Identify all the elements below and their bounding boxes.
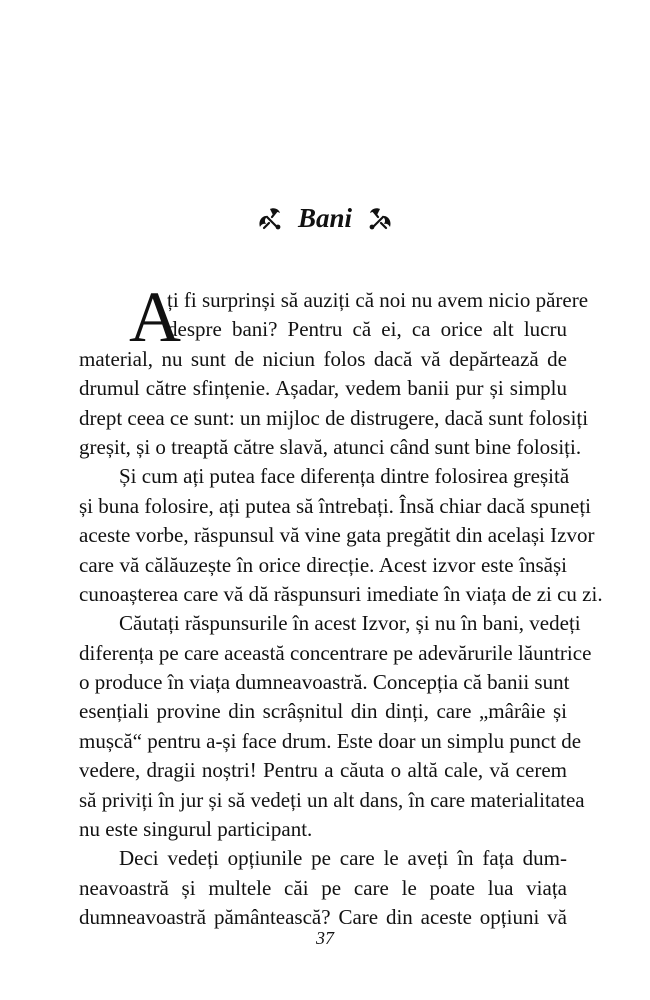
text-line: greșit, și o treaptă către slavă, atunci când sunt bine folosiți. (79, 434, 582, 459)
chapter-title (0, 200, 650, 236)
text-line: drumul către sfințenie. Așadar, vedem banii pur și simplu (79, 376, 567, 401)
text-line: aceste vorbe, răspunsul vă vine gata pregătit din același Izvor (79, 523, 595, 548)
text-line: nu este singurul participant. (79, 817, 313, 842)
text-line: să priviți în jur și să vedeți un alt dans, în care materialitatea (79, 787, 585, 812)
text-line: drept ceea ce sunt: un mijloc de distrugere, dacă sunt folosiți (79, 405, 589, 430)
text-line: esențiali provine din scrâșnitul din dinți, care „mârâie și (79, 699, 567, 724)
text-line: o produce în viața dumneavoastră. Concepția că banii sunt (79, 670, 570, 695)
text-line: despre bani? Pentru că ei, ca orice alt lucru (167, 317, 567, 342)
text-line: material, nu sunt de niciun folos dacă vă depărtează de (79, 346, 567, 371)
paragraph (79, 609, 592, 844)
text-line: diferența pe care această concentrare pe adevărurile lăuntrice (79, 640, 592, 665)
text-line: neavoastră și multele căi pe care le poate lua viața (79, 875, 567, 900)
text-line: Deci vedeți opțiunile pe care le aveți în fața dum- (119, 846, 567, 871)
paragraph (79, 844, 567, 932)
fleuron-right-icon (366, 205, 394, 231)
text-line: vedere, dragii noștri! Pentru a căuta o altă cale, vă cerem (79, 758, 567, 783)
text-line: Căutați răspunsurile în acest Izvor, și nu în bani, vedeți (119, 611, 581, 636)
text-line: cunoașterea care vă dă răspunsuri imediate în viața de zi cu zi. (79, 581, 603, 606)
paragraph (79, 462, 603, 609)
chapter-title-text: Bani (297, 203, 353, 233)
page-number: 37 (316, 928, 334, 948)
text-line: Și cum ați putea face diferența dintre folosirea greșită (119, 464, 570, 489)
text-line: dumneavoastră pământească? Care din aceste opțiuni vă (79, 905, 567, 930)
text-line: care vă călăuzește în orice direcție. Acest izvor este însăși (79, 552, 567, 577)
text-line: și buna folosire, ați putea să întrebați. Însă chiar dacă spuneți (79, 493, 591, 518)
text-line: ți fi surprinși să auziți că noi nu avem nicio părere (167, 288, 589, 312)
drop-cap: A (129, 277, 181, 357)
body-text (79, 277, 603, 933)
text-line: mușcă“ pentru a-și face drum. Este doar un simplu punct de (79, 728, 582, 753)
fleuron-left-icon (256, 205, 284, 231)
